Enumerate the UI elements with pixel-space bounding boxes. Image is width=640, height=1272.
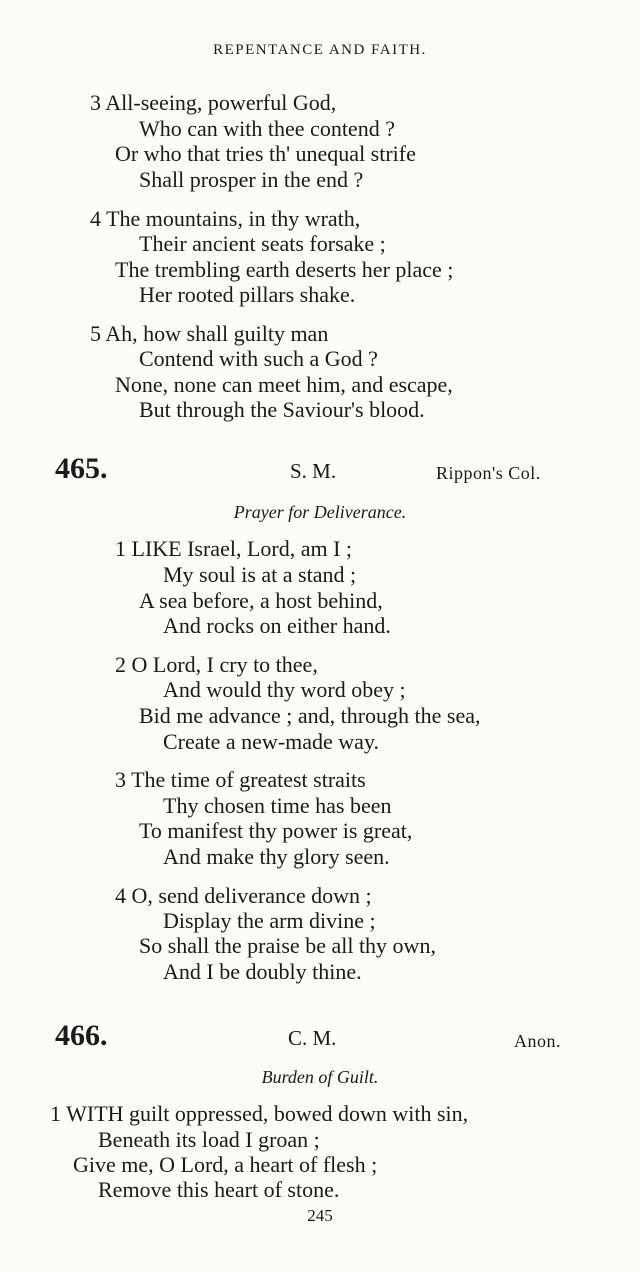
page-number: 245 — [307, 1206, 333, 1225]
verse-line: A sea before, a host behind, — [139, 588, 383, 613]
verse-line: 1 WITH guilt oppressed, bowed down with sin, — [50, 1101, 469, 1126]
verse-line: So shall the praise be all thy own, — [139, 933, 436, 958]
verse-line: 2 O Lord, I cry to thee, — [115, 652, 318, 677]
verse-line: Shall prosper in the end ? — [139, 167, 364, 192]
hymn-number: 466. — [55, 1019, 108, 1052]
verse-line: 3 All-seeing, powerful God, — [90, 90, 337, 115]
hymn-title: Prayer for Deliverance. — [233, 502, 407, 522]
verse-line: 4 O, send deliverance down ; — [115, 883, 372, 908]
verse-line: And rocks on either hand. — [163, 613, 391, 638]
verse-line: And make thy glory seen. — [163, 844, 390, 869]
verse-line: To manifest thy power is great, — [139, 818, 413, 843]
verse-line: And I be doubly thine. — [163, 959, 362, 984]
running-head: REPENTANCE AND FAITH. — [213, 42, 427, 58]
hymn-source: Anon. — [514, 1031, 561, 1051]
hymn-meter: S. M. — [290, 459, 337, 483]
hymn-number: 465. — [55, 452, 108, 485]
verse-line: Give me, O Lord, a heart of flesh ; — [73, 1152, 378, 1177]
verse-line: 4 The mountains, in thy wrath, — [90, 206, 361, 231]
verse-line: Her rooted pillars shake. — [139, 282, 356, 307]
verse-line: Or who that tries th' unequal strife — [115, 141, 416, 166]
hymn-source: Rippon's Col. — [436, 463, 541, 483]
verse-line: But through the Saviour's blood. — [139, 397, 425, 422]
verse-line: None, none can meet him, and escape, — [115, 372, 453, 397]
verse-line: Contend with such a God ? — [139, 346, 378, 371]
verse-line: Display the arm divine ; — [163, 908, 376, 933]
verse-line: 5 Ah, how shall guilty man — [90, 321, 329, 346]
verse-line: The trembling earth deserts her place ; — [115, 257, 454, 282]
verse-line: Their ancient seats forsake ; — [139, 231, 386, 256]
verse-line: Who can with thee contend ? — [139, 116, 395, 141]
verse-line: Remove this heart of stone. — [98, 1177, 340, 1202]
verse-line: Create a new-made way. — [163, 729, 380, 754]
verse-line: Bid me advance ; and, through the sea, — [139, 703, 481, 728]
verse-line: Beneath its load I groan ; — [98, 1127, 320, 1152]
hymn-title: Burden of Guilt. — [261, 1067, 379, 1087]
verse-line: Thy chosen time has been — [163, 793, 392, 818]
hymn-meter: C. M. — [288, 1026, 337, 1050]
verse-line: 3 The time of greatest straits — [115, 767, 366, 792]
verse-line: 1 LIKE Israel, Lord, am I ; — [115, 536, 353, 561]
verse-line: My soul is at a stand ; — [163, 562, 357, 587]
verse-line: And would thy word obey ; — [163, 677, 406, 702]
